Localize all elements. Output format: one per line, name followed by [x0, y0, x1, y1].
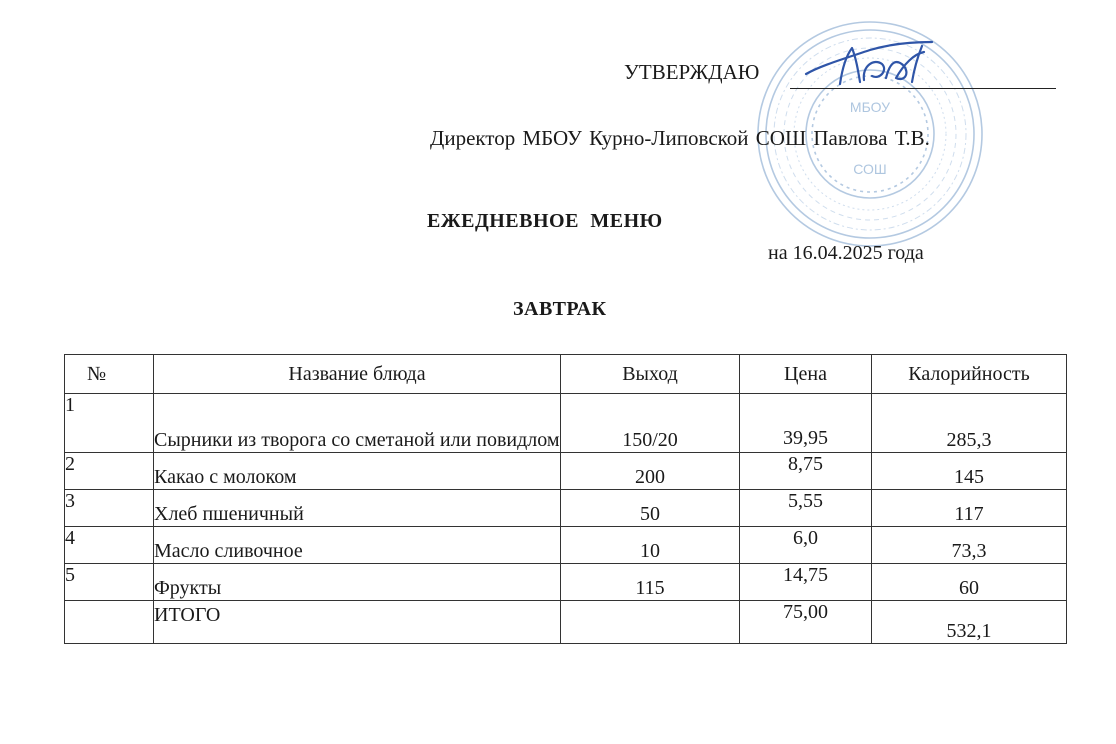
- dish-name: Хлеб пшеничный: [154, 490, 561, 527]
- svg-text:МБОУ: МБОУ: [849, 99, 891, 115]
- dish-calories: 117: [872, 490, 1067, 527]
- row-number: 3: [65, 490, 154, 527]
- row-number: 5: [65, 564, 154, 601]
- total-label: ИТОГО: [154, 601, 561, 644]
- row-number: 4: [65, 527, 154, 564]
- column-header-calories: Калорийность: [872, 355, 1067, 394]
- dish-output: 50: [561, 490, 740, 527]
- dish-calories: 73,3: [872, 527, 1067, 564]
- signature: [800, 36, 940, 92]
- row-number: 1: [65, 394, 154, 453]
- total-row: [65, 601, 1067, 644]
- column-header-number: №: [65, 355, 154, 394]
- signature-line: [790, 88, 1056, 89]
- total-output-empty: [561, 601, 740, 644]
- dish-output: 10: [561, 527, 740, 564]
- dish-price: 5,55: [740, 490, 872, 527]
- menu-date: на 16.04.2025 года: [768, 242, 924, 264]
- table-row: [65, 490, 1067, 527]
- dish-name: Сырники из творога со сметаной или повидлом: [154, 394, 561, 453]
- dish-price: 14,75: [740, 564, 872, 601]
- column-header-output: Выход: [561, 355, 740, 394]
- table-header-row: [65, 355, 1067, 394]
- total-price: 75,00: [740, 601, 872, 644]
- approve-label: УТВЕРЖДАЮ: [624, 60, 760, 84]
- dish-name: Какао с молоком: [154, 453, 561, 490]
- dish-price: 8,75: [740, 453, 872, 490]
- table-row: [65, 453, 1067, 490]
- column-header-dish: Название блюда: [154, 355, 561, 394]
- dish-name: Фрукты: [154, 564, 561, 601]
- table-row: [65, 564, 1067, 601]
- dish-calories: 60: [872, 564, 1067, 601]
- menu-table: [64, 354, 1067, 644]
- dish-calories: 285,3: [872, 394, 1067, 453]
- menu-title: ЕЖЕДНЕВНОЕ МЕНЮ: [427, 210, 663, 232]
- total-number-empty: [65, 601, 154, 644]
- table-row: [65, 527, 1067, 564]
- meal-title: ЗАВТРАК: [513, 298, 607, 320]
- dish-output: 150/20: [561, 394, 740, 453]
- dish-calories: 145: [872, 453, 1067, 490]
- dish-output: 115: [561, 564, 740, 601]
- dish-price: 6,0: [740, 527, 872, 564]
- dish-price: 39,95: [740, 394, 872, 453]
- row-number: 2: [65, 453, 154, 490]
- svg-text:СОШ: СОШ: [853, 161, 887, 177]
- dish-output: 200: [561, 453, 740, 490]
- dish-name: Масло сливочное: [154, 527, 561, 564]
- director-line: Директор МБОУ Курно-Липовской СОШ Павлова Т.В.: [430, 126, 930, 150]
- column-header-price: Цена: [740, 355, 872, 394]
- total-calories: 532,1: [872, 601, 1067, 644]
- table-row: [65, 394, 1067, 453]
